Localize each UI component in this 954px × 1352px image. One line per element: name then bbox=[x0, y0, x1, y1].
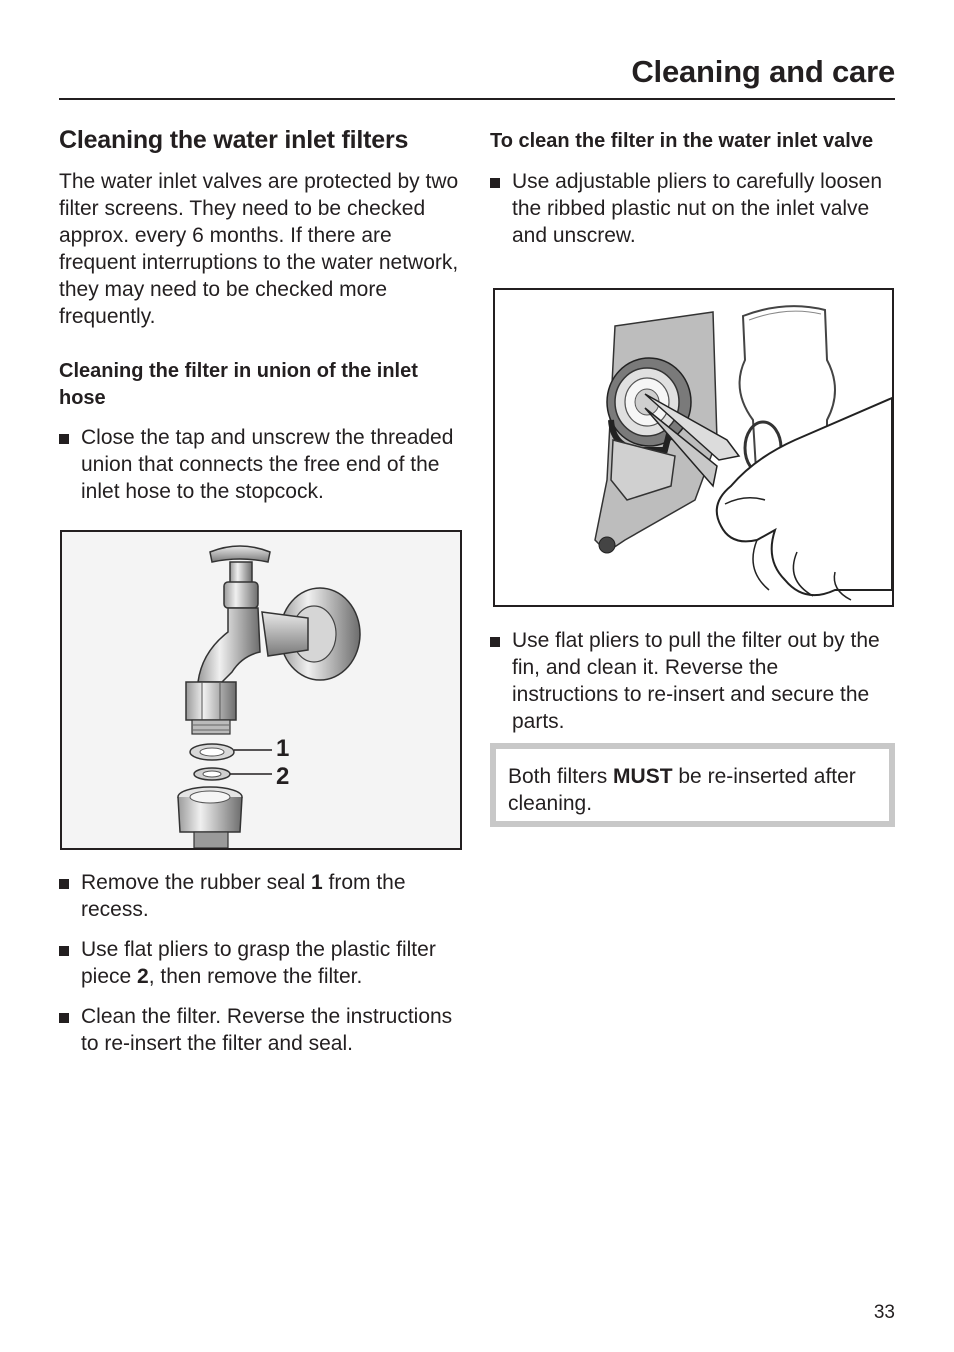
valve-subheading: To clean the filter in the water inlet valve bbox=[490, 130, 874, 152]
hose-step-3-text-end: , then remove the filter. bbox=[148, 965, 363, 988]
valve-drawing bbox=[495, 290, 892, 605]
note-text-end: be re-inserted after cleaning. bbox=[508, 765, 856, 815]
tap-illustration bbox=[60, 530, 462, 850]
note-box bbox=[490, 743, 895, 827]
hose-step-1 bbox=[59, 424, 466, 505]
main-heading: Cleaning the water inlet filters bbox=[59, 126, 409, 154]
figure-label-2: 2 bbox=[276, 763, 290, 790]
note-text: Both filters bbox=[508, 765, 614, 788]
section-header bbox=[59, 48, 895, 100]
hose-step-2-text: Remove the rubber seal bbox=[81, 871, 311, 894]
tap-drawing bbox=[62, 532, 460, 848]
note-emphasis: MUST bbox=[613, 765, 673, 788]
valve-step-1 bbox=[490, 168, 896, 249]
section-title: Cleaning and care bbox=[631, 54, 895, 89]
right-column bbox=[490, 128, 896, 249]
page-number: 33 bbox=[873, 1302, 895, 1323]
left-column bbox=[59, 124, 469, 505]
hose-step-2-text-end: from the recess. bbox=[81, 871, 406, 921]
valve-illustration bbox=[493, 288, 894, 607]
figure-label-1: 1 bbox=[276, 735, 290, 762]
valve-step-1-text: Use adjustable pliers to carefully loosen the ribbed plastic nut on the inlet valve and unscrew. bbox=[512, 170, 883, 247]
hose-step-1-text: Close the tap and unscrew the threaded union that connects the free end of the inlet hose to the stopcock. bbox=[81, 426, 454, 503]
hose-step-4-text: Clean the filter. Reverse the instructions to re-insert the filter and seal. bbox=[81, 1005, 453, 1055]
seal-ref: 1 bbox=[310, 871, 323, 894]
valve-step-2 bbox=[490, 627, 890, 735]
hose-step-3 bbox=[59, 936, 459, 990]
filter-ref: 2 bbox=[137, 965, 149, 988]
valve-step-2-text: Use flat pliers to pull the filter out by the fin, and clean it. Reverse the instructions to re-insert and secure the parts. bbox=[512, 629, 880, 733]
left-steps-lower bbox=[59, 869, 459, 1057]
intro-paragraph: The water inlet valves are protected by two filter screens. They need to be checked approx. every 6 months. If there are frequent interruptions to the water network, they may need to be checked more frequently. bbox=[59, 170, 459, 328]
right-steps-lower bbox=[490, 627, 890, 735]
hose-union-subheading: Cleaning the filter in union of the inlet hose bbox=[59, 360, 418, 409]
hose-step-4 bbox=[59, 1003, 459, 1057]
hose-step-2 bbox=[59, 869, 459, 923]
hose-step-3-text: Use flat pliers to grasp the plastic filter piece bbox=[81, 938, 436, 988]
